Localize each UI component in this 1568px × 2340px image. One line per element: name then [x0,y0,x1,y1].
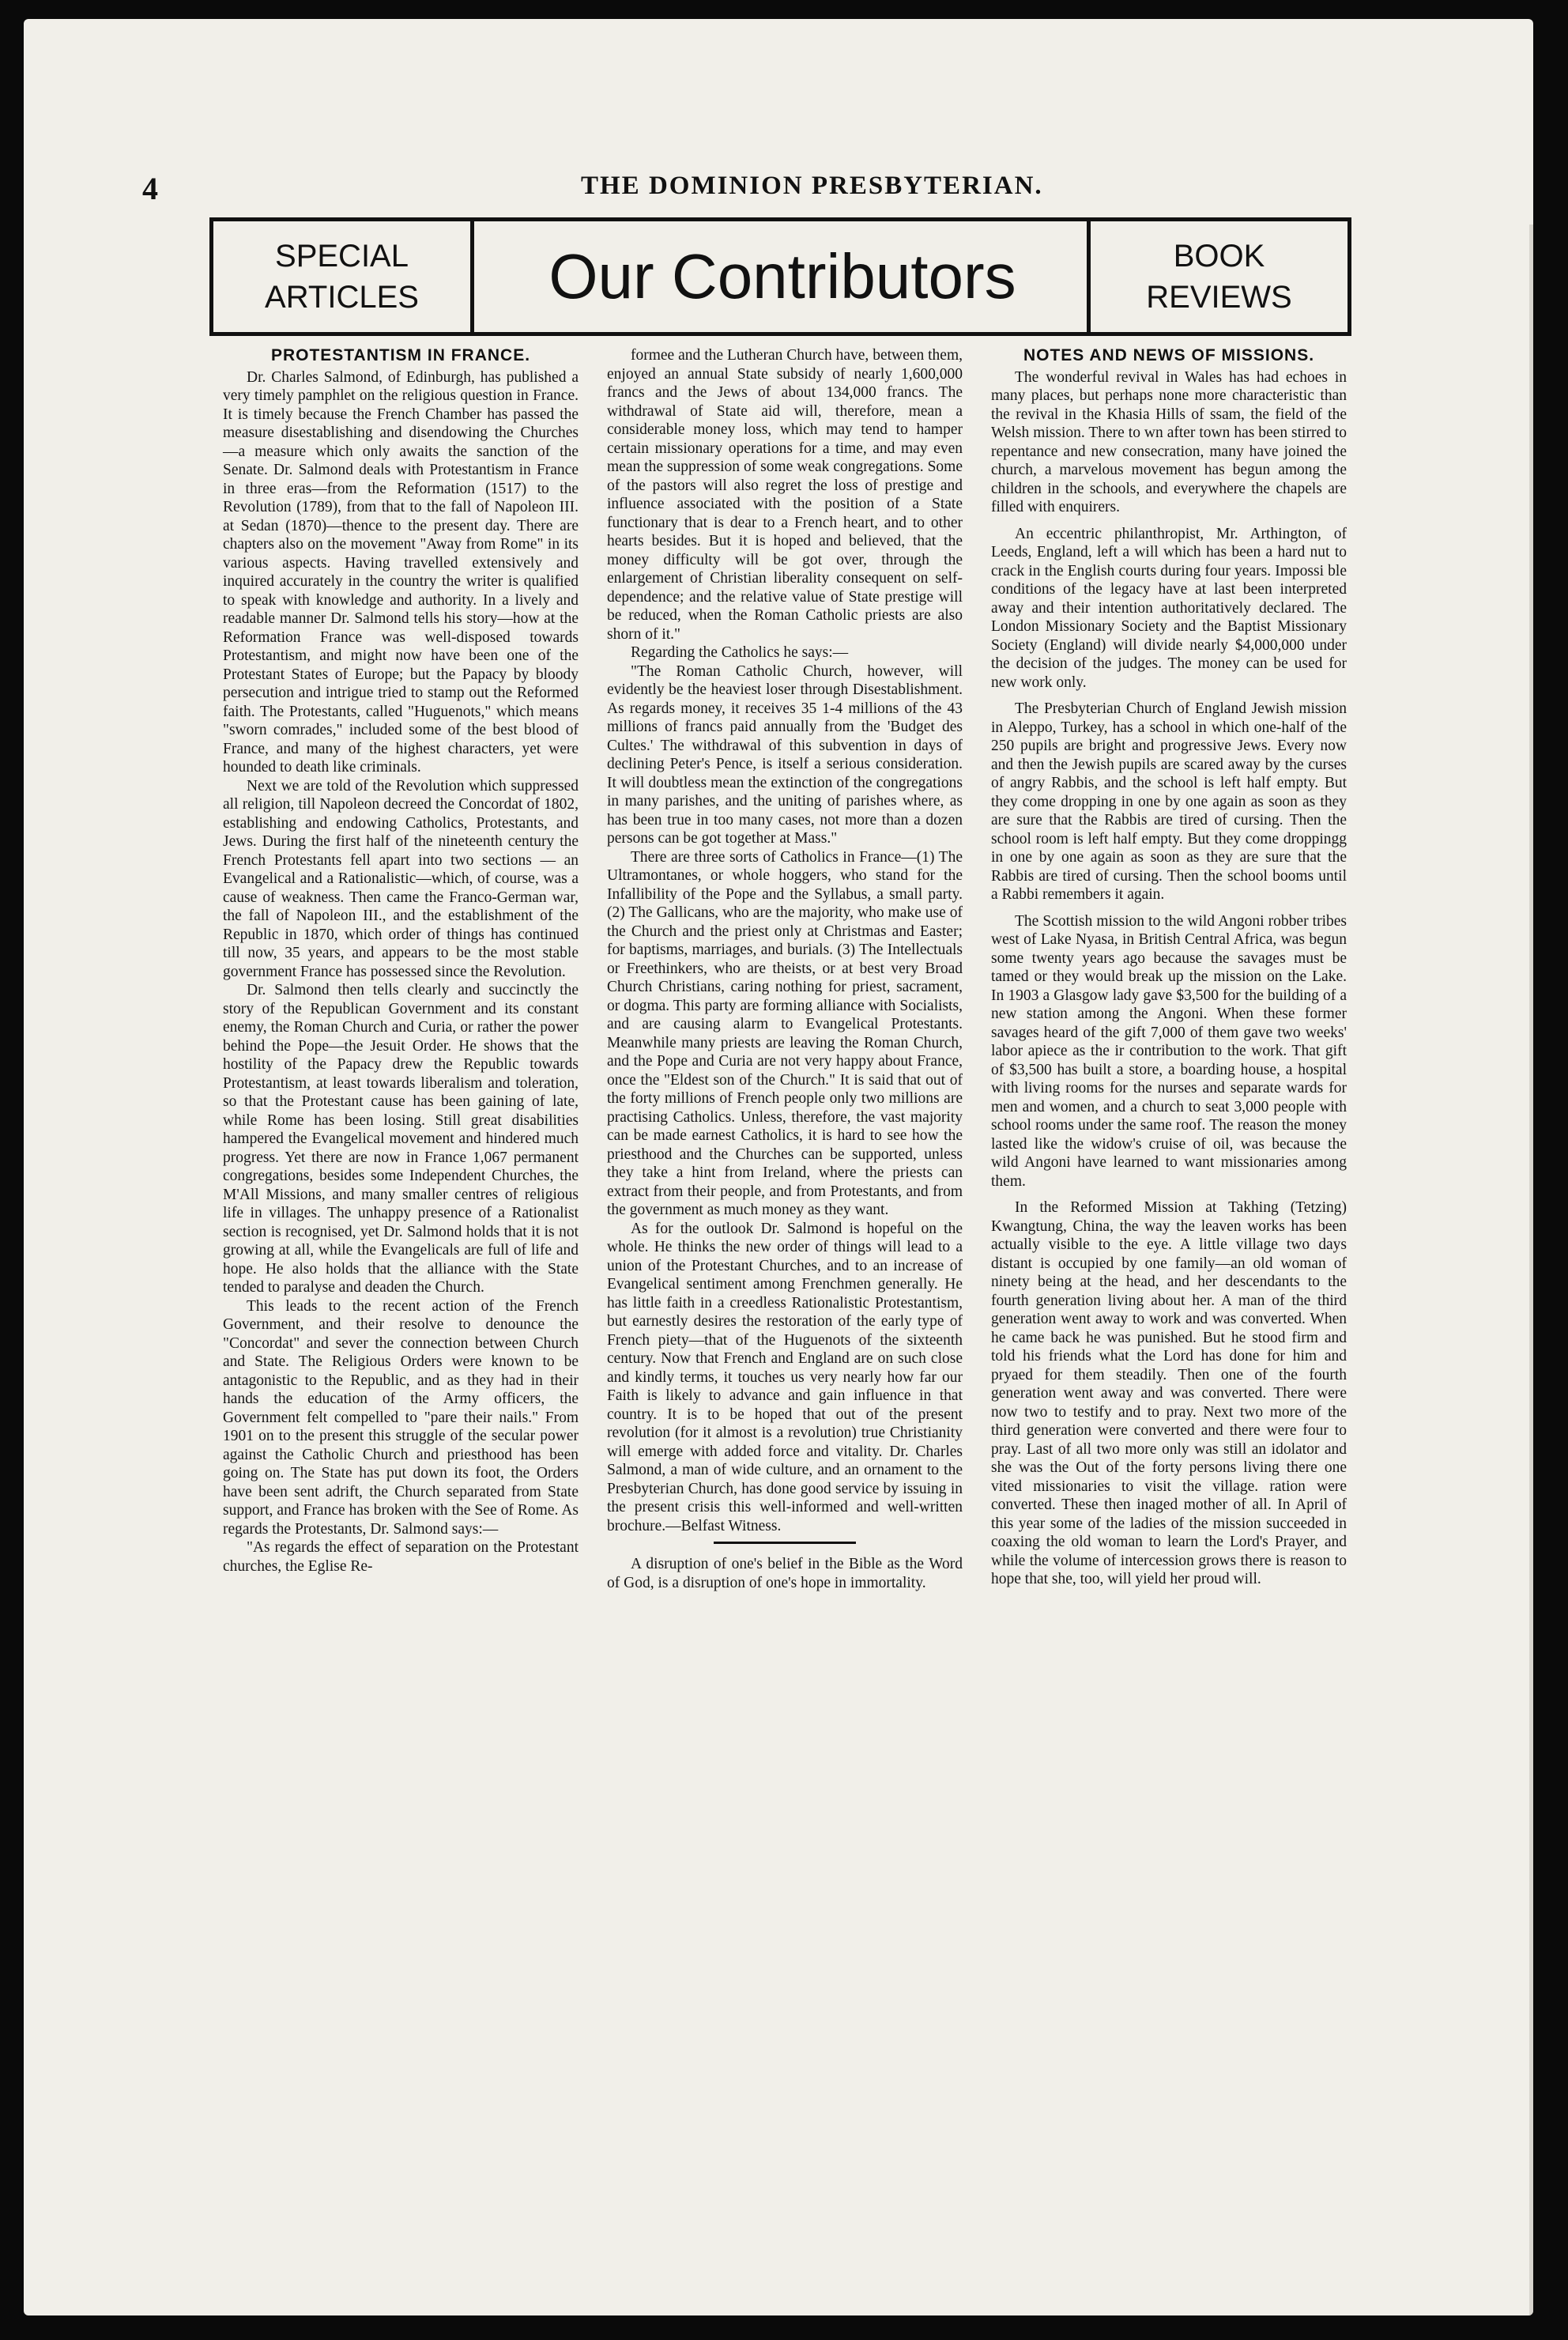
section-title: Our Contributors [548,241,1016,311]
paragraph: Regarding the Catholics he says:— [631,644,849,661]
paragraph: As for the outlook Dr. Salmond is hopeful on the whole. He thinks the new order of things will lead to a union of the Protestant Churches, and to an increase of Evangelical sentiment among Frenchmen generally. He has little faith in a creedless Rationalistic Protestantism, but earnestly desires the restoration of the early type of French piety—that of the Huguenots of the sixteenth century. Now that French and England are on such close and kindly terms, it touches us very nearly how far our Faith is likely to advance and gain influence in that country. It is to be hoped that out of the present revolution (for it almost is a revolution) true Christianity will emerge with added force and vitality. Dr. Charles Salmond, a man of wide culture, and an ornament to the Presbyterian Church, has done good service by issuing in the present crisis this well-informed and well-written brochure.—Belfast Witness. [607,1220,963,1534]
section-banner [209,217,1351,336]
paragraph: Dr. Charles Salmond, of Edinburgh, has published a very timely pamphlet on the religious question in France. It is timely because the French Chamber has passed the measure disestablishing and disendowing the Churches—a measure which only awaits the sanction of the Senate. Dr. Salmond deals with Protestantism in France in three eras—from the Reformation (1517) to the Revolution (1789), from that to the fall of Napoleon III. at Sedan (1870)—thence to the present day. There are chapters also on the movement "Away from Rome" in its various aspects. Having travelled extensively and inquired accurately in the country the writer is qualified to speak with knowledge and authority. In a lively and readable manner Dr. Salmond tells his story—how at the Reformation France was well-disposed towards Protestantism, and might now have been one of the Protestant States of Europe; but the Papacy by bloody persecution and intrigue tried to stamp out the Reformed faith. The Protestants, called "Huguenots," which means "sworn comrades," included some of the best blood of France, and many of the highest characters, yet were hounded to death like criminals. [223,368,579,776]
publication-title: THE DOMINION PRESBYTERIAN. [581,172,1043,200]
paragraph: A disruption of one's belief in the Bible as the Word of God, is a disruption of one's hope in immortality. [607,1556,963,1591]
paragraph: The Scottish mission to the wild Angoni robber tribes west of Lake Nyasa, in British Central Africa, was begun some twenty years ago because the savages must be tamed or they would break up the mission on the Lake. In 1903 a Glasgow lady gave $3,500 for the building of a new station among the Angoni. When these former savages heard of the gift 7,000 of them gave two weeks' labor apiece as the ir contribution to the work. That gift of $3,500 has built a store, a boarding house, a hospital with living rooms for the nurses and separate wards for men and women, and a church to seat 3,000 people with school rooms under the same roof. The reason the money lasted like the widow's cruise of oil, was because the wild Angoni have learned to want missionaries among them. [991,912,1347,1190]
page-edge [1529,225,1533,2315]
article-heading-missions: NOTES AND NEWS OF MISSIONS. [1023,346,1315,364]
column-1 [223,346,579,1576]
paragraph: formee and the Lutheran Church have, between them, enjoyed an annual State subsidy of nearly 1,600,000 francs and the Jews of about 134,000 francs. The withdrawal of State aid will, therefore, mean a considerable money loss, which may tend to hamper certain missionary operations for a time, and may even mean the suppression of some weak congregations. Some of the pastors will also regret the loss of prestige and influence associated with the position of a State functionary that is dear to a French heart, and to other hearts besides. But it is hoped and believed, that the money difficulty will be got over, through the enlargement of Christian liberality consequent on self-dependence; and the relative value of State prestige will be reduced, when the Roman Catholic priests are also shorn of it." [607,347,963,643]
paragraph: "The Roman Catholic Church, however, will evidently be the heaviest loser through Disestablishment. As regards money, it receives 35 1-4 millions of the 43 millions of francs paid annually from the 'Budget des Cultes.' The withdrawal of this subvention in days of declining Peter's Pence, is itself a serious consideration. It will doubtless mean the extinction of the congregations in many parishes, and the uniting of parishes where, as has been true in too many cases, not more than a dozen persons can be got together at Mass." [607,662,963,847]
book-reviews-box [1087,221,1348,332]
paragraph: Next we are told of the Revolution which suppressed all religion, till Napoleon decreed the Concordat of 1802, establishing and endowing Catholics, Protestants, and Jews. During the first half of the nineteenth century the French Protestants fell apart into two sections — an Evangelical and a Rationalistic—which, of course, was a cause of weakness. Then came the Franco-German war, the fall of Napoleon III., and the establishment of the Republic in 1870, which order of things has continued till now, 35 years, and appears to be the most stable government France has possessed since the Revolution. [223,777,579,980]
paragraph: "As regards the effect of separation on the Protestant churches, the Eglise Re- [223,1539,579,1575]
paragraph: There are three sorts of Catholics in France—(1) The Ultramontanes, or whole hoggers, who stand for the Infallibility of the Pope and the Syllabus, a small party. (2) The Gallicans, who are the majority, who make use of the Church and the priest only at Christmas and Easter; for baptisms, marriages, and burials. (3) The Intellectuals or Freethinkers, who are theists, or at best very Broad Church Christians, caring nothing for priest, sacrament, or dogma. This party are forming alliance with Socialists, and are causing alarm to Evangelical Protestants. Meanwhile many priests are leaving the Roman Church, and the Pope and Curia are not very happy about France, once the "Eldest son of the Church." It is said that out of the forty millions of French people only two millions are practising Catholics. Unless, therefore, the vast majority can be made earnest Catholics, it is hard to see how the priesthood and the Churches can be supported, unless they take a hint from Ireland, where the priests can extract from their people, and from Protestants, and from the government as much money as they want. [607,848,963,1218]
paragraph: Dr. Salmond then tells clearly and succinctly the story of the Republican Government and its constant enemy, the Roman Church and Curia, or rather the power behind the Pope—the Jesuit Order. He shows that the hostility of the Papacy drew the Republic towards Protestantism, at least towards liberalism and toleration, so that the Protestant cause has been gaining of late, while Rome has been losing. Still great disabilities hampered the Evangelical movement and hindered much progress. Yet there are now in France 1,067 permanent congregations, besides some Independent Churches, the M'All Missions, and many smaller centres of religious life in villages. The unhappy presence of a Rationalist section is recognised, yet Dr. Salmond holds that it is not growing at all, while the Evangelicals are full of life and hope. He also holds that the alliance with the State tended to paralyse and deaden the Church. [223,982,579,1296]
article-heading-protestantism: PROTESTANTISM IN FRANCE. [270,346,531,364]
paragraph: In the Reformed Mission at Takhing (Tetzing) Kwangtung, China, the way the leaven works has been actually visible to the eye. A little village two days distant is occupied by one family—an old woman of ninety being at the head, and her descendants to the fourth generation living about her. A man of the third generation went away to work and was converted. When he came back he was punished. But he stood firm and told his friends what the Lord has done for him and pryaed for them steadily. Then one of the fourth generation went away and was converted. There were now two to testify and to pray. Next two more of the third generation were converted and there were four to pray. Last of all two more only was still an idolator and she was the Out of the forty persons living there one vited missionaries to visit the village. ration were converted. These then inaged mother of all. In April of this year some of the ladies of the mission succeeded in coaxing the old woman to learn the Lord's Prayer, and while the volume of intercession grows there is reason to hope that she, too, will yield her proud will. [991,1199,1347,1587]
divider-rule [714,1542,856,1544]
paragraph: The Presbyterian Church of England Jewish mission in Aleppo, Turkey, has a school in which one-half of the 250 pupils are bright and progressive Jews. Every now and then the Jewish pupils are scared away by the curses of angry Rabbis, and the school is left half empty. But they come dropping in one by one again as soon as they are sure that the Rabbis are tired of cursing. Then the school room is left half empty. But they come droppingg in one by one again as soon as they are sure that the Rabbis are tired of cursing. Then the school booms until a Rabbi remembers it again. [991,700,1347,903]
book-reviews-line1: BOOK [1173,239,1265,274]
running-header [142,162,1344,209]
paragraph: An eccentric philanthropist, Mr. Arthington, of Leeds, England, left a will which has been a hard nut to crack in the English courts during four years. Impossi ble conditions of the legacy have at last been interpreted away and their intention authoritatively declared. The London Missionary Society and the Baptist Missionary Society (England) will divide nearly $4,000,000 under the decision of the judges. The money can be used for new work only. [991,525,1347,691]
paragraph: The wonderful revival in Wales has had echoes in many places, but perhaps none more characteristic than the revival in the Khasia Hills of ssam, the field of the Welsh mission. There to wn after town has been stirred to repentance and new consecration, many have joined the church, a marvelous movement has begun among the children in the schools, and everywhere the chapels are filled with enquirers. [991,368,1347,515]
special-articles-line2: ARTICLES [265,280,419,315]
column-3 [991,346,1347,1589]
special-articles-box [213,221,474,332]
paragraph: This leads to the recent action of the French Government, and their resolve to denounce the "Concordat" and sever the connection between Church and State. The Religious Orders were known to be antagonistic to the Republic, and as they had in their hands the education of the Army officers, the Government felt compelled to "pare their nails." From 1901 on to the present this struggle of the secular power against the Catholic Church and priesthood has been going on. The State has put down its foot, the Orders have been sent adrift, the Church separated from State support, and France has broken with the See of Rome. As regards the Protestants, Dr. Salmond says:— [223,1297,579,1538]
page-number: 4 [142,171,158,206]
special-articles-line1: SPECIAL [275,239,409,274]
book-reviews-line2: REVIEWS [1146,280,1292,315]
column-2 [607,346,963,1592]
